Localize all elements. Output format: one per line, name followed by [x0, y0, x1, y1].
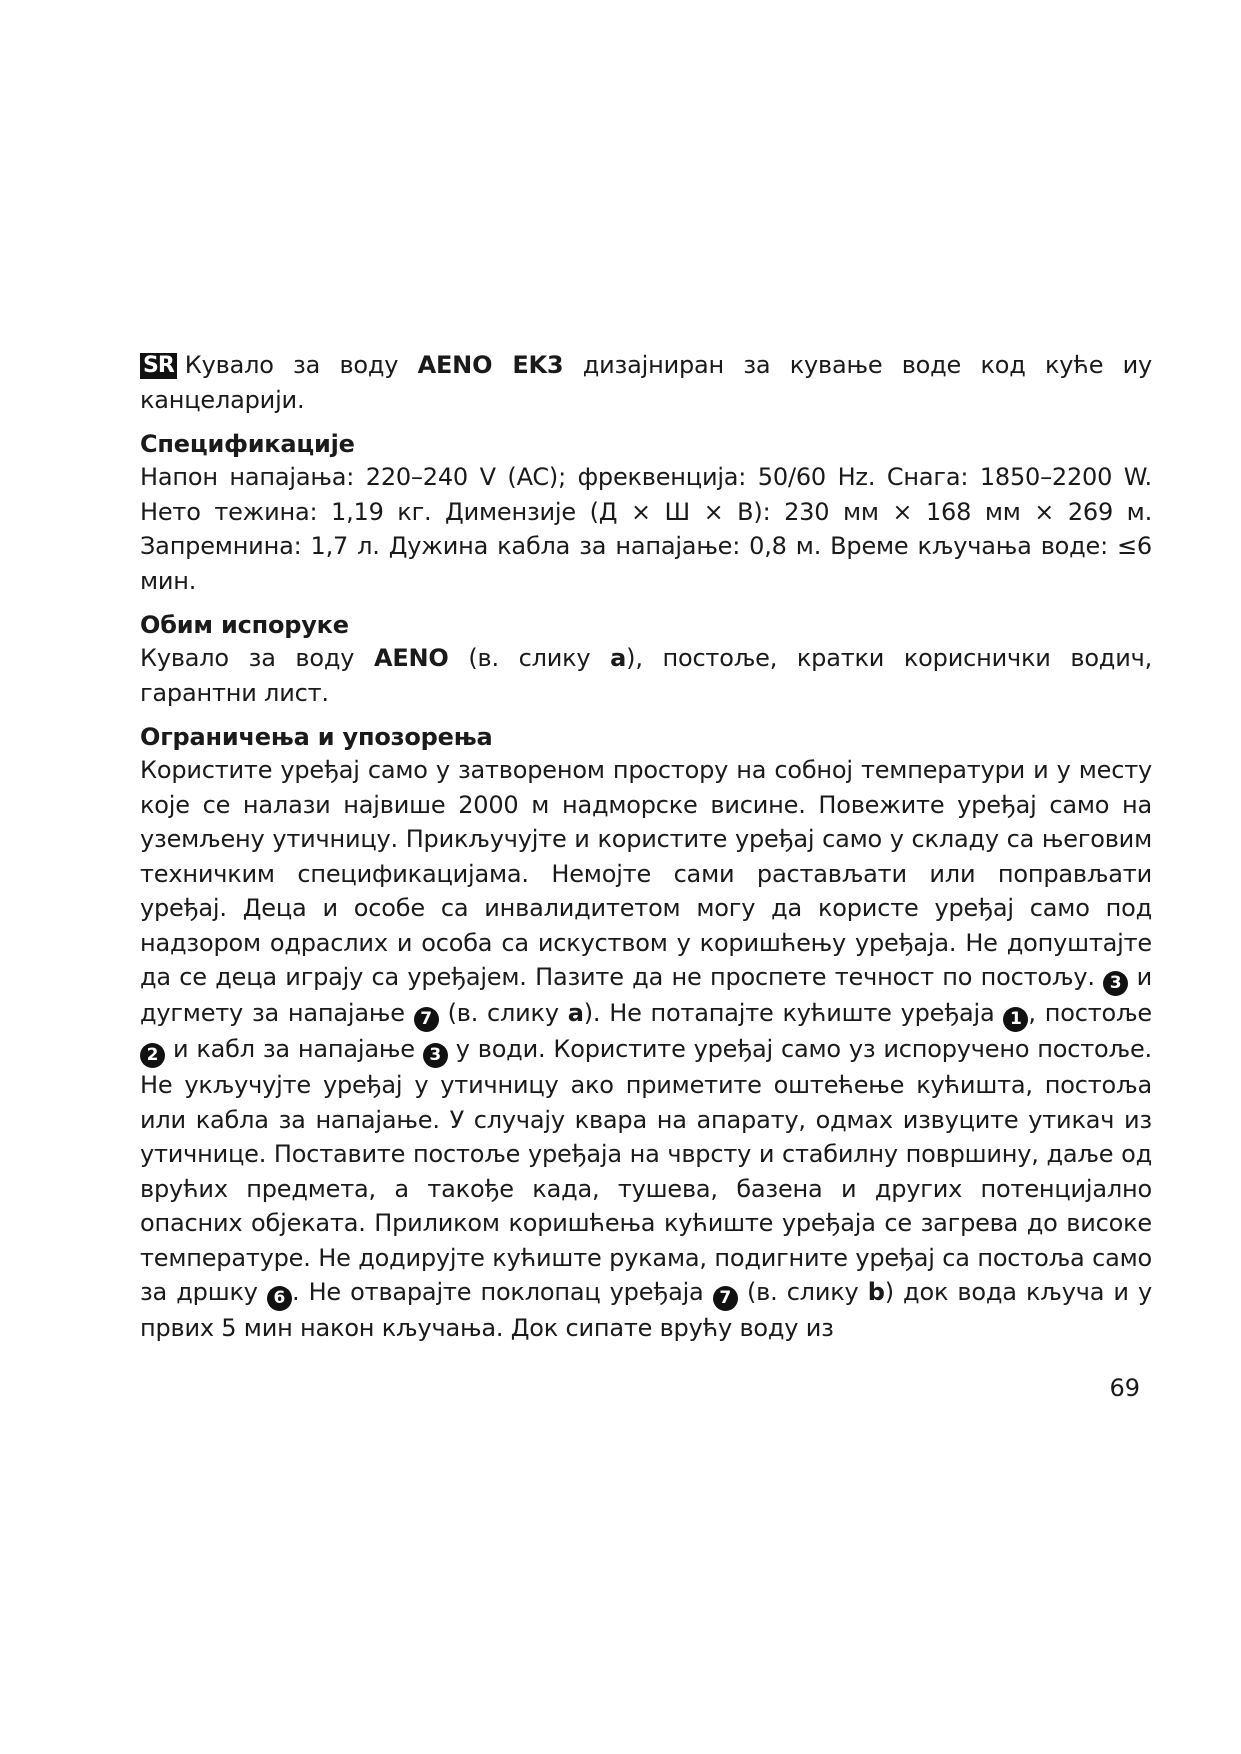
number-3-icon: 3: [423, 1043, 448, 1068]
delivery-text-start: Кувало за воду: [140, 644, 374, 672]
number-3-icon: 3: [1103, 971, 1128, 996]
figure-ref-a: a: [610, 644, 627, 672]
warnings-text: [140, 753, 1152, 1346]
manual-page-content: [140, 348, 1152, 1346]
delivery-heading: Обим испоруке: [140, 611, 349, 639]
warnings-text-6: и кабл за напајање: [165, 1035, 423, 1063]
number-2-icon: 2: [140, 1043, 165, 1068]
brand-name: AENO: [373, 644, 449, 672]
intro-text: Кувало за воду: [184, 351, 418, 379]
warnings-text-2: и дугмету за напајање: [140, 963, 1152, 1027]
warnings-text-1: Користите уређај само у затвореном простору на собној температури и у месту које се налази највише 2000 м надморске висине. Повежите уређај само на уземљену утичницу. Прикључујте и користите уређај само у складу са његовим техничким спецификацијама. Немојте сами растављати или поправљати уређај. Деца и особе са инвалидитетом могу да користе уређај само под надзором одраслих и особа са искуством у коришћењу уређаја. Не допуштајте да се деца играју са уређајем. Пазите да не проспете течност по постољу.: [140, 756, 1152, 991]
number-6-icon: 6: [267, 1286, 292, 1311]
warnings-heading: Ограничења и упозорења: [140, 723, 493, 751]
warnings-text-4: ). Не потапајте кућиште уређаја: [583, 999, 1004, 1027]
specs-heading: Спецификације: [140, 430, 355, 458]
warnings-text-8: . Не отварајте поклопац уређаја: [291, 1278, 713, 1306]
specs-text: Напон напајања: 220–240 V (AC); фреквенција: 50/60 Hz. Снага: 1850–2200 W. Нето тежина: 1,19 кг. Димензије (Д × Ш × В): 230 мм × 168 мм × 269 м. Запремнина: 1,7 л. Дужина кабла за напајање: 0,8 м. Време кључања воде: ≤6 мин.: [140, 463, 1152, 595]
number-7-icon: 7: [414, 1007, 439, 1032]
intro-text-end: дизајниран за кување воде код куће иу канцеларији.: [140, 351, 1152, 414]
page-number: 69: [1109, 1374, 1140, 1402]
warnings-text-3: (в. слику: [438, 999, 568, 1027]
figure-ref-b: b: [867, 1278, 885, 1306]
delivery-text-mid: (в. слику: [448, 644, 611, 672]
language-badge: SR: [140, 353, 177, 379]
product-name: AENO EK3: [417, 351, 564, 379]
number-1-icon: 1: [1003, 1007, 1028, 1032]
number-7-icon: 7: [713, 1286, 738, 1311]
intro-paragraph: [140, 348, 1152, 417]
warnings-text-10: ) док вода кључа и у првих 5 мин након кључања. Док сипате врућу воду из: [140, 1278, 1152, 1342]
delivery-text: [140, 641, 1152, 710]
warnings-text-5: , постоље: [1028, 999, 1152, 1027]
warnings-text-9: (в. слику: [737, 1278, 868, 1306]
figure-ref-a: a: [567, 999, 584, 1027]
delivery-text-end: ), постоље, кратки кориснички водич, гарантни лист.: [140, 644, 1153, 707]
warnings-text-7: у води. Користите уређај само уз испоручено постоље. Не укључујте уређај у утичницу ако приметите оштећење кућишта, постоља или кабла за напајање. У случају квара на апарату, одмах извуците утикач из утичнице. Поставите постоље уређаја на чврсту и стабилну површину, даље од врућих предмета, а такође када, тушева, базена и других потенцијално опасних објеката. Приликом коришћења кућиште уређаја се загрева до високе температуре. Не додирујте кућиште рукама, подигните уређај са постоља само за дршку: [140, 1035, 1152, 1306]
